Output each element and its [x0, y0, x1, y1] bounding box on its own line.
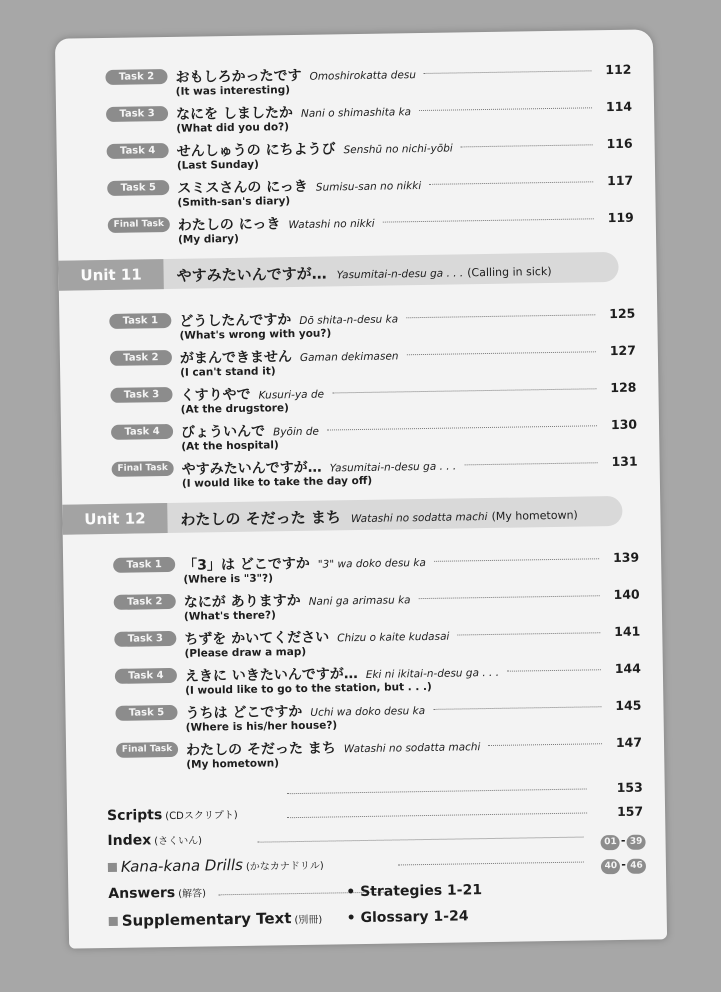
task-row[interactable]	[63, 547, 661, 586]
index-label: Index	[107, 832, 152, 850]
task-page-number: 127	[609, 342, 636, 359]
task-page-number: 144	[614, 660, 641, 677]
task-badge: Task 4	[115, 668, 177, 684]
task-row[interactable]	[60, 340, 658, 379]
task-row[interactable]	[56, 96, 654, 135]
dot-leader	[433, 706, 601, 710]
task-row[interactable]	[60, 377, 658, 416]
dot-leader	[465, 462, 598, 465]
leader-index	[258, 837, 584, 843]
task-badge: Task 3	[106, 106, 168, 122]
task-title-en: (I would like to go to the station, but . . .)	[185, 680, 432, 697]
task-badge: Task 2	[110, 350, 172, 366]
task-page-number: 130	[610, 416, 638, 433]
dot-leader	[332, 388, 596, 393]
task-title-jp: せんしゅうの にちようび	[176, 141, 336, 160]
task-row[interactable]	[59, 303, 657, 342]
dot-leader	[406, 314, 595, 318]
task-title-jp: どうしたんですか	[179, 312, 292, 330]
task-title	[183, 551, 426, 575]
task-title-romaji: Sumisu-san no nikki	[315, 180, 422, 194]
task-page-number: 140	[613, 586, 640, 603]
task-title-jp: やすみたいんですが…	[181, 459, 322, 478]
index-jp: (さくいん)	[154, 835, 203, 848]
kana-label: Kana-kana Drills	[120, 855, 244, 876]
task-row[interactable]	[61, 414, 659, 453]
task-badge: Task 3	[114, 631, 176, 647]
task-title-romaji: Yasumitai-n-desu ga . . .	[329, 460, 457, 475]
dot-leader	[429, 181, 593, 185]
task-page-number: 131	[611, 453, 638, 470]
task-title	[175, 63, 416, 87]
leader-scripts	[287, 812, 587, 818]
task-title-romaji: Nani o shimashita ka	[300, 106, 412, 120]
kana-end-badge: 46	[627, 859, 646, 874]
answers-jp: (解答)	[178, 888, 207, 900]
unit-11-title-en: (Calling in sick)	[467, 264, 552, 280]
kana-range	[601, 853, 646, 875]
task-title-romaji: Chizu o kaite kudasai	[337, 630, 450, 645]
unit-11-label: Unit 11	[58, 259, 163, 291]
task-title-jp: わたしの そだった まち	[185, 740, 336, 759]
task-title-en: (What's wrong with you?)	[179, 327, 332, 342]
task-row[interactable]	[58, 207, 656, 246]
task-title-romaji: Watashi no nikki	[288, 217, 375, 232]
dot-leader	[419, 107, 592, 111]
task-badge: Final Task	[116, 742, 178, 758]
task-title-jp: おもしろかったです	[175, 67, 302, 86]
task-row[interactable]	[57, 170, 655, 209]
index-dash: -	[620, 833, 626, 847]
task-title-romaji: Senshū no nichi-yōbi	[343, 142, 453, 157]
kana-jp: (かなカナドリル)	[245, 860, 324, 873]
toc-answers[interactable]	[108, 884, 206, 902]
task-page-number: 116	[606, 135, 633, 152]
unit-12-title	[180, 503, 578, 530]
dot-leader	[423, 70, 591, 74]
task-title-romaji: Byōin de	[273, 425, 320, 439]
index-range	[601, 829, 646, 851]
dot-leader	[488, 743, 602, 746]
task-title	[184, 625, 449, 649]
task-title-jp: くすりやで	[180, 386, 251, 404]
task-title-en: (What's there?)	[183, 609, 276, 623]
task-row[interactable]	[62, 451, 660, 490]
dot-leader	[434, 558, 599, 562]
task-page-number: 125	[609, 305, 636, 322]
contents-page	[55, 29, 667, 948]
kana-dash: -	[621, 857, 627, 871]
unit-11-title	[176, 259, 551, 286]
unit-11-title-romaji: Yasumitai-n-desu ga . . .	[336, 267, 464, 282]
task-title-jp: うちは どこですか	[185, 703, 303, 722]
task-row[interactable]	[64, 621, 662, 660]
task-title-jp: スミスさんの にっき	[177, 178, 308, 197]
dot-leader	[461, 144, 593, 147]
task-title	[177, 137, 453, 161]
task-title-en: (I can't stand it)	[180, 365, 276, 379]
strategies-entry[interactable]: • Strategies 1-21	[346, 882, 483, 901]
task-title-en: (Please draw a map)	[184, 645, 307, 660]
task-badge: Task 3	[110, 387, 172, 403]
task-badge: Task 4	[111, 424, 173, 440]
task-page-number: 114	[605, 98, 633, 115]
task-title	[184, 588, 411, 612]
unit-12-header	[62, 496, 622, 535]
task-title-romaji: Uchi wa doko desu ka	[310, 705, 426, 719]
unit-12-title-en: (My hometown)	[491, 508, 578, 523]
task-title-en: (Where is his/her house?)	[185, 719, 338, 734]
toc-index[interactable]	[107, 832, 202, 849]
unit-11-title-jp: やすみたいんですが…	[176, 264, 327, 285]
task-title-en: (Last Sunday)	[176, 158, 259, 172]
task-title	[186, 735, 481, 760]
dot-leader	[507, 669, 601, 671]
task-title	[181, 420, 319, 442]
task-title	[178, 212, 375, 235]
page-153: 153	[616, 779, 643, 796]
task-title-jp: ちずを かいてください	[184, 629, 330, 648]
task-title	[177, 174, 421, 198]
unit10-task-list	[55, 29, 653, 246]
task-badge: Task 1	[109, 313, 171, 329]
answers-label: Answers	[108, 884, 176, 903]
task-title-en: (What did you do?)	[176, 121, 290, 135]
task-title-romaji: Dō shita-n-desu ka	[299, 313, 399, 327]
task-title-romaji: Eki ni ikitai-n-desu ga . . .	[365, 666, 500, 681]
task-title	[180, 383, 324, 405]
square-bullet-icon	[109, 917, 118, 926]
task-badge: Task 5	[115, 705, 177, 721]
task-badge: Task 1	[113, 557, 175, 573]
unit-12-label: Unit 12	[62, 503, 167, 535]
task-page-number: 128	[610, 379, 637, 396]
task-title	[180, 344, 399, 367]
glossary-entry[interactable]: • Glossary 1-24	[346, 908, 469, 927]
task-title-romaji: Omoshirokatta desu	[309, 69, 417, 83]
task-badge: Task 2	[114, 594, 176, 610]
task-badge: Final Task	[112, 461, 174, 477]
task-page-number: 147	[615, 734, 643, 751]
scripts-label: Scripts	[106, 807, 163, 825]
task-page-number: 145	[615, 697, 642, 714]
kana-start-badge: 40	[601, 859, 620, 874]
task-row[interactable]	[65, 658, 663, 697]
toc-scripts[interactable]	[107, 806, 238, 824]
task-page-number: 139	[612, 549, 640, 566]
dot-leader	[407, 351, 596, 355]
task-title-en: (At the hospital)	[181, 439, 279, 453]
task-title-jp: 「3」は どこですか	[183, 555, 310, 574]
task-title-jp: がまんできません	[179, 349, 293, 367]
leader-153	[287, 788, 587, 794]
task-page-number: 119	[607, 209, 634, 226]
task-row[interactable]	[65, 695, 663, 734]
task-title-en: (Smith-san's diary)	[177, 195, 291, 209]
scripts-jp: (CDスクリプト)	[165, 809, 238, 823]
task-row[interactable]	[64, 584, 662, 623]
task-title-jp: なにを しましたか	[175, 105, 294, 123]
task-title-romaji: "3" wa doko desu ka	[317, 556, 426, 571]
task-row[interactable]	[57, 133, 655, 172]
task-page-number: 117	[606, 172, 634, 189]
task-badge: Final Task	[108, 217, 170, 233]
task-title-jp: びょういんで	[180, 423, 266, 441]
supp-label: Supplementary Text	[121, 909, 292, 930]
square-bullet-icon	[108, 863, 117, 872]
page-scripts: 157	[616, 803, 644, 820]
task-title-jp: えきに いきたいんですが…	[184, 666, 358, 685]
task-title-romaji: Kusuri-ya de	[258, 388, 325, 402]
task-title-en: (I would like to take the day off)	[181, 474, 373, 490]
task-badge: Task 4	[107, 143, 169, 159]
dot-leader	[327, 425, 597, 430]
task-title-romaji: Watashi no sodatta machi	[343, 741, 481, 756]
task-title-en: (My diary)	[177, 232, 239, 246]
unit-11-header	[58, 252, 618, 291]
task-title-romaji: Nani ga arimasu ka	[308, 594, 411, 608]
toc-kana-drills[interactable]	[108, 855, 324, 876]
task-title-en: (My hometown)	[186, 757, 280, 771]
supp-jp: (別冊)	[294, 914, 323, 927]
toc-supplementary[interactable]	[109, 909, 323, 930]
task-badge: Task 2	[105, 69, 167, 85]
task-row[interactable]	[55, 59, 653, 98]
task-row[interactable]	[66, 732, 664, 771]
task-title-romaji: Gaman dekimasen	[299, 350, 399, 364]
task-page-number: 112	[605, 61, 632, 78]
unit-12-title-romaji: Watashi no sodatta machi	[350, 511, 488, 526]
index-end-badge: 39	[626, 835, 645, 850]
task-title-jp: わたしの にっき	[177, 216, 281, 234]
dot-leader	[383, 218, 594, 222]
task-title-en: (It was interesting)	[175, 84, 291, 98]
index-start-badge: 01	[601, 835, 620, 850]
task-title	[176, 100, 411, 124]
dot-leader	[457, 632, 600, 635]
task-badge: Task 5	[107, 180, 169, 196]
leader-kana	[398, 862, 584, 866]
task-page-number: 141	[614, 623, 641, 640]
unit-12-title-jp: わたしの そだった まち	[180, 508, 342, 529]
dot-leader	[419, 595, 600, 599]
task-title-en: (At the drugstore)	[180, 402, 289, 416]
task-title-jp: なにが ありますか	[183, 592, 301, 611]
task-title-en: (Where is "3"?)	[183, 572, 274, 586]
